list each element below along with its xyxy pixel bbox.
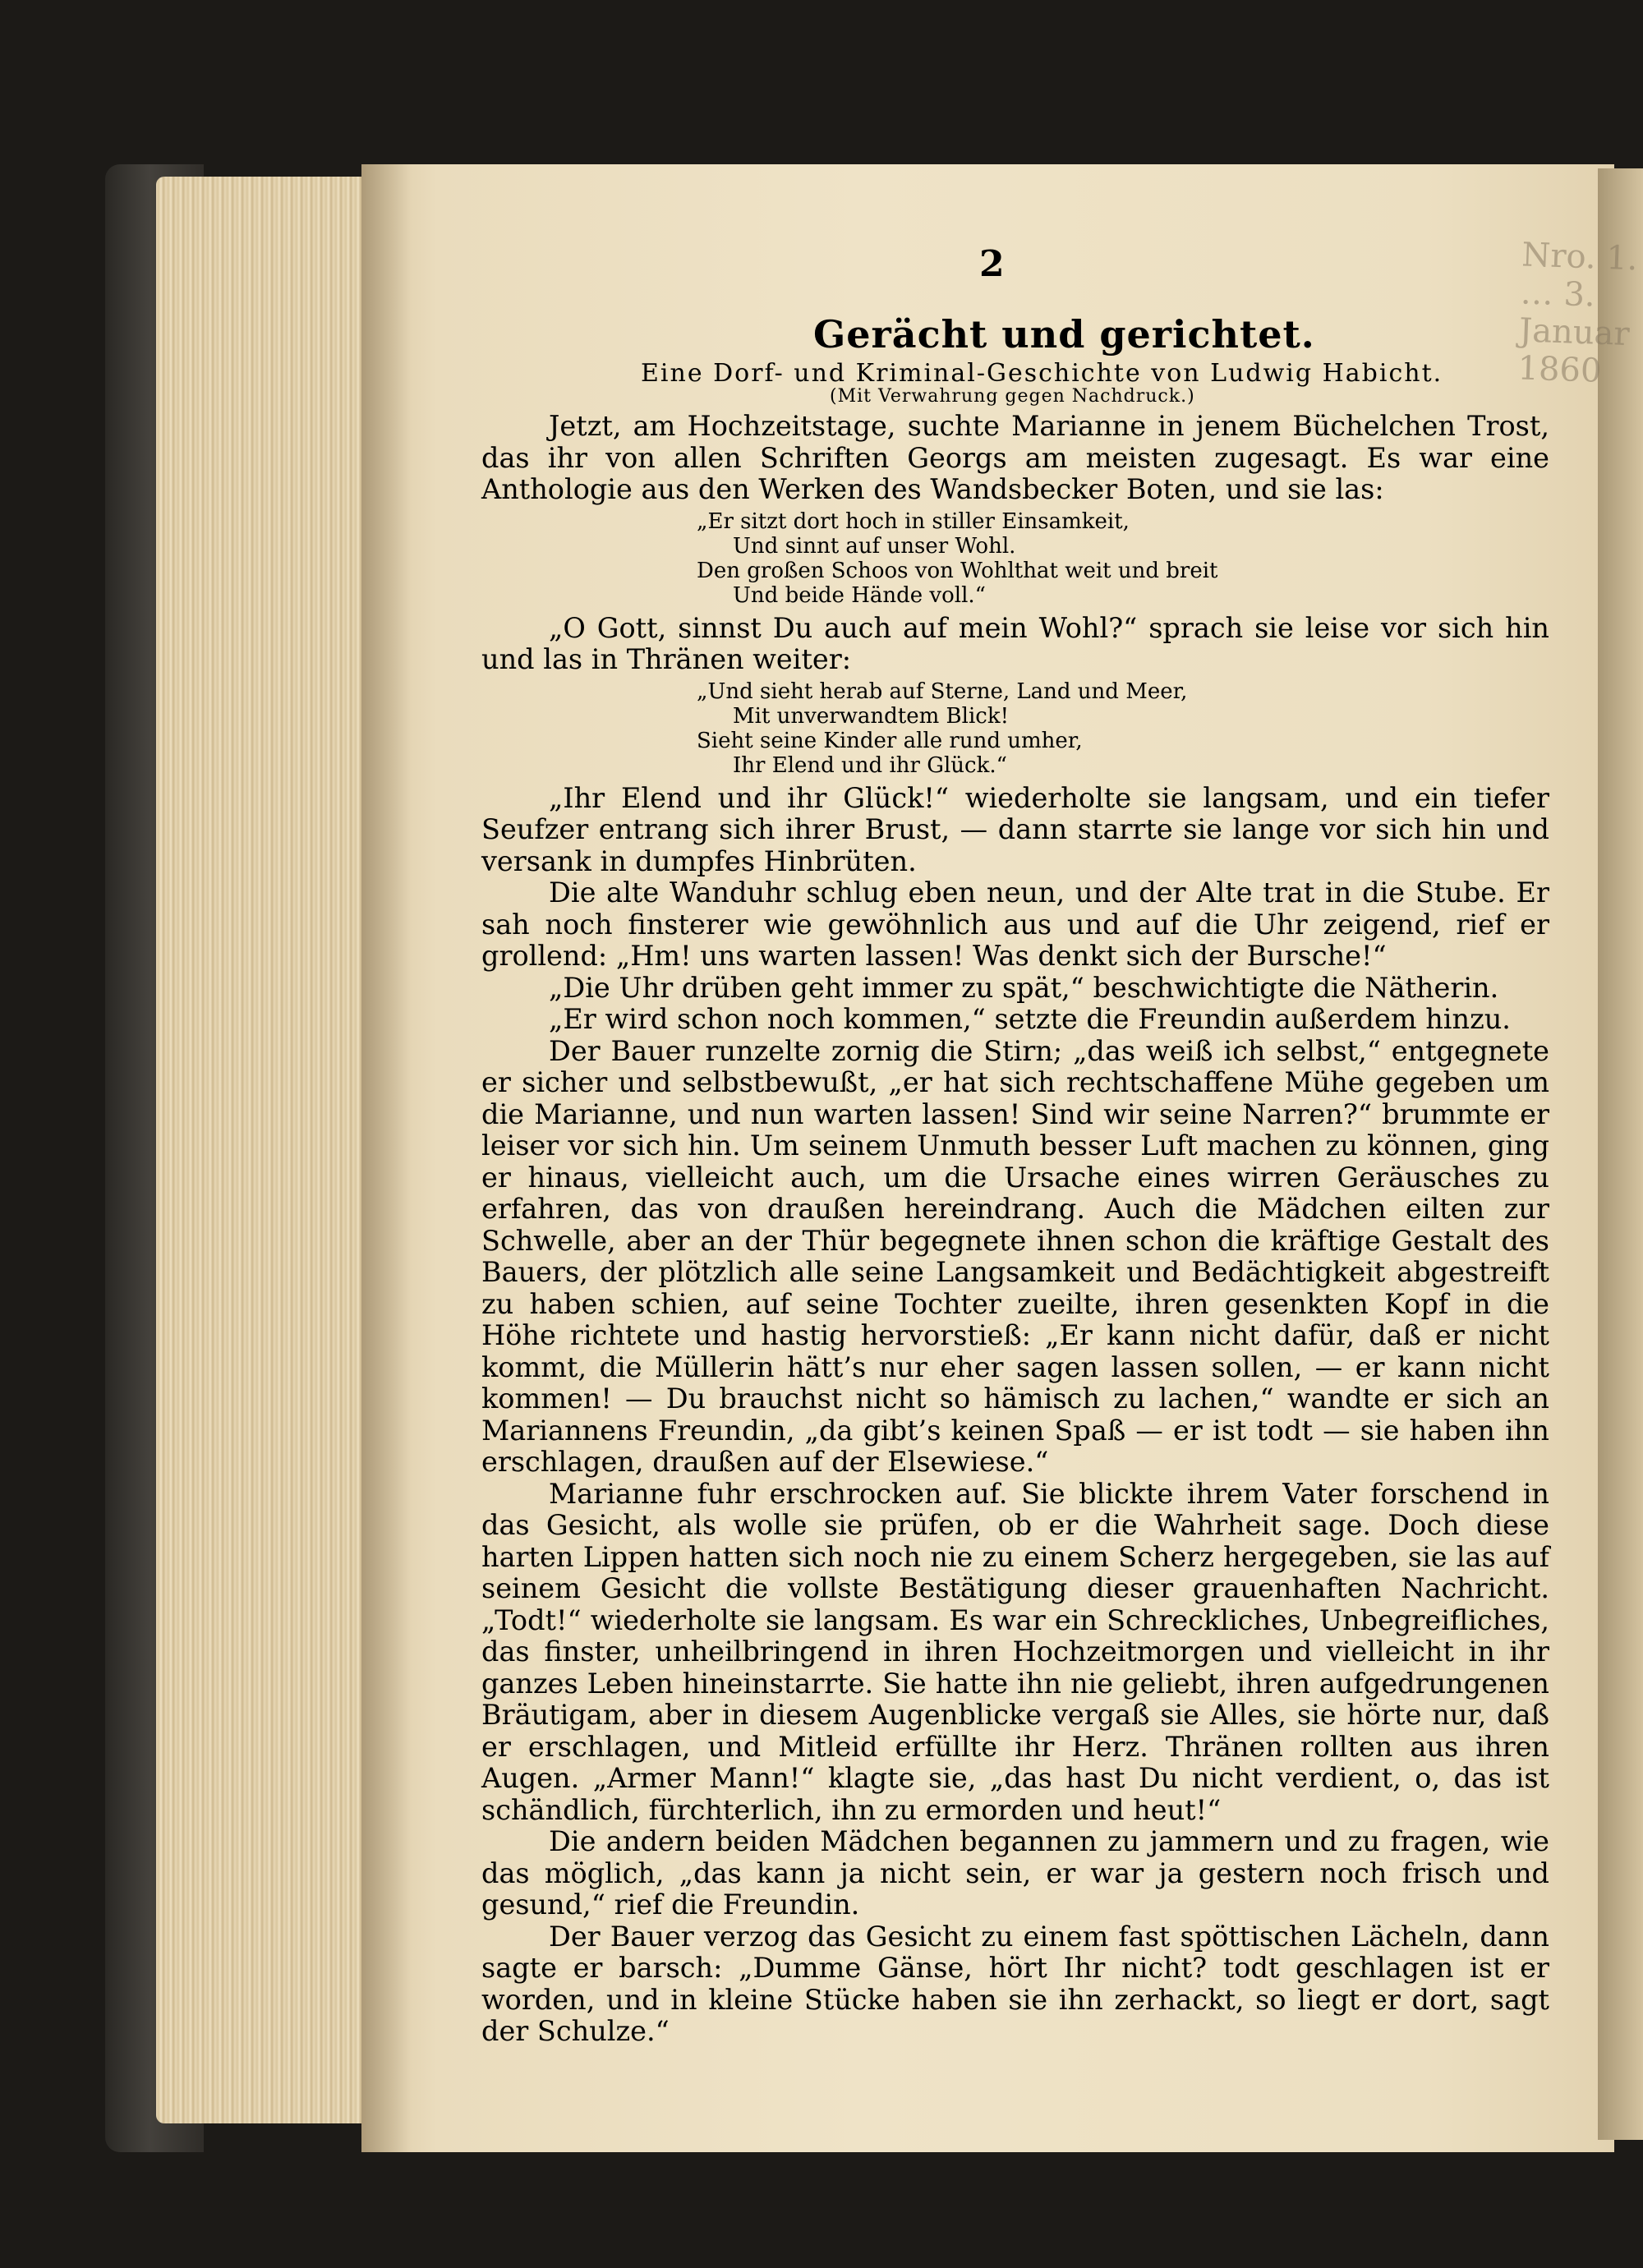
verse-line: Und sinnt auf unser Wohl. xyxy=(733,533,1016,559)
paragraph: Die alte Wanduhr schlug eben neun, und der Alte trat in die Stube. Er sah noch finsterer wie gewöhnlich aus und auf die Uhr zeigend, rief er grollend: „Hm! uns warten lassen! Was denkt sich der Bursche!“ xyxy=(481,876,1549,972)
page-number: 2 xyxy=(979,243,1005,285)
story-subtitle: Eine Dorf- und Kriminal-Geschichte von Ludwig Habicht. xyxy=(641,359,1443,388)
verse-line: Den großen Schoos von Wohlthat weit und breit xyxy=(697,558,1218,583)
verse-block xyxy=(697,509,1549,608)
paragraph: Die andern beiden Mädchen begannen zu jammern und zu fragen, wie das möglich, „das kann ja nicht sein, er war ja gestern noch frisch und gesund,“ rief die Freundin. xyxy=(481,1825,1549,1921)
page-edges xyxy=(156,177,394,2123)
paragraph: Der Bauer verzog das Gesicht zu einem fast spöttischen Lächeln, dann sagte er barsch: „Dumme Gänse, hört Ihr nicht? todt geschlagen ist er worden, und in kleine Stücke haben sie ihn zerhackt, so liegt er dort, sagt der Schulze.“ xyxy=(481,1920,1549,2047)
verse-block xyxy=(697,679,1549,778)
next-page-header: Nro. 1. … 3. Januar 1860 xyxy=(1516,236,1639,390)
copyright-note: (Mit Verwahrung gegen Nachdruck.) xyxy=(830,386,1195,407)
gutter-shadow xyxy=(361,164,411,2152)
verse-line: „Und sieht herab auf Sterne, Land und Meer, xyxy=(697,679,1188,704)
verse-line: Ihr Elend und ihr Glück.“ xyxy=(733,752,1007,778)
paragraph: „Die Uhr drüben geht immer zu spät,“ beschwichtigte die Nätherin. xyxy=(549,971,1499,1004)
verse-line: Mit unverwandtem Blick! xyxy=(733,703,1010,729)
verse-line: „Er sitzt dort hoch in stiller Einsamkeit, xyxy=(697,508,1130,534)
story-title: Gerächt und gerichtet. xyxy=(813,312,1315,357)
verse-line: Und beide Hände voll.“ xyxy=(733,582,986,608)
paragraph: „O Gott, sinnst Du auch auf mein Wohl?“ sprach sie leise vor sich hin und las in Thränen weiter: xyxy=(481,611,1549,675)
paragraph: Jetzt, am Hochzeitstage, suchte Marianne in jenem Büchelchen Trost, das ihr von allen Schriften Georgs am meisten zugesagt. Es war eine Anthologie aus den Werken des Wandsbecker Boten, und sie las: xyxy=(481,410,1549,505)
paragraph: „Ihr Elend und ihr Glück!“ wiederholte sie langsam, und ein tiefer Seufzer entrang sich ihrer Brust, — dann starrte sie lange vor sich hin und versank in dumpfes Hinbrüten. xyxy=(481,781,1549,877)
paragraph: Marianne fuhr erschrocken auf. Sie blickte ihrem Vater forschend in das Gesicht, als wolle sie prüfen, ob er die Wahrheit sage. Doch diese harten Lippen hatten sich noch nie zu einem Scherz hergegeben, sie las auf seinem Gesicht die vollste Bestätigung dieser grauenhaften Nachricht. „Todt!“ wiederholte sie langsam. Es war ein Schreckliches, Unbegreifliches, das finster, unheilbringend in ihren Hochzeitmorgen und vielleicht in ihr ganzes Leben hineinstarrte. Sie hatte ihn nie geliebt, ihren aufgedrungenen Bräutigam, aber in diesem Augenblicke vergaß sie Alles, sie hörte nur, daß er erschlagen, und Mitleid erfüllte ihr Herz. Thränen rollten aus ihren Augen. „Armer Mann!“ klagte sie, „das hast Du nicht verdient, o, das ist schändlich, fürchterlich, ihn zu ermorden und heut!“ xyxy=(481,1477,1549,1826)
verse-line: Sieht seine Kinder alle rund umher, xyxy=(697,728,1083,753)
story-body xyxy=(481,411,1549,2048)
paragraph: Der Bauer runzelte zornig die Stirn; „das weiß ich selbst,“ entgegnete er sicher und selbstbewußt, „er hat sich rechtschaffene Mühe gegeben um die Marianne, und nun warten lassen! Sind wir seine Narren?“ brummte er leiser vor sich hin. Um seinem Unmuth besser Luft machen zu können, ging er hinaus, vielleicht auch, um die Ursache eines wirren Geräusches zu erfahren, das von draußen hereindrang. Auch die Mädchen eilten zur Schwelle, aber an der Thür begegnete ihnen schon die kräftige Gestalt des Bauers, der plötzlich alle seine Langsamkeit und Bedächtigkeit abgestreift zu haben schien, auf seine Tochter zueilte, ihren gesenkten Kopf in die Höhe richtete und hastig hervorstieß: „Er kann nicht dafür, daß er nicht kommt, die Müllerin hätt’s nur eher sagen lassen sollen, — er kann nicht kommen! — Du brauchst nicht so hämisch zu lachen,“ wandte er sich an Mariannens Freundin, „da gibt’s keinen Spaß — er ist todt — sie haben ihn erschlagen, draußen auf der Elsewiese.“ xyxy=(481,1034,1549,1478)
next-page-edge xyxy=(1598,168,1643,2140)
paragraph: „Er wird schon noch kommen,“ setzte die Freundin außerdem hinzu. xyxy=(549,1003,1511,1035)
